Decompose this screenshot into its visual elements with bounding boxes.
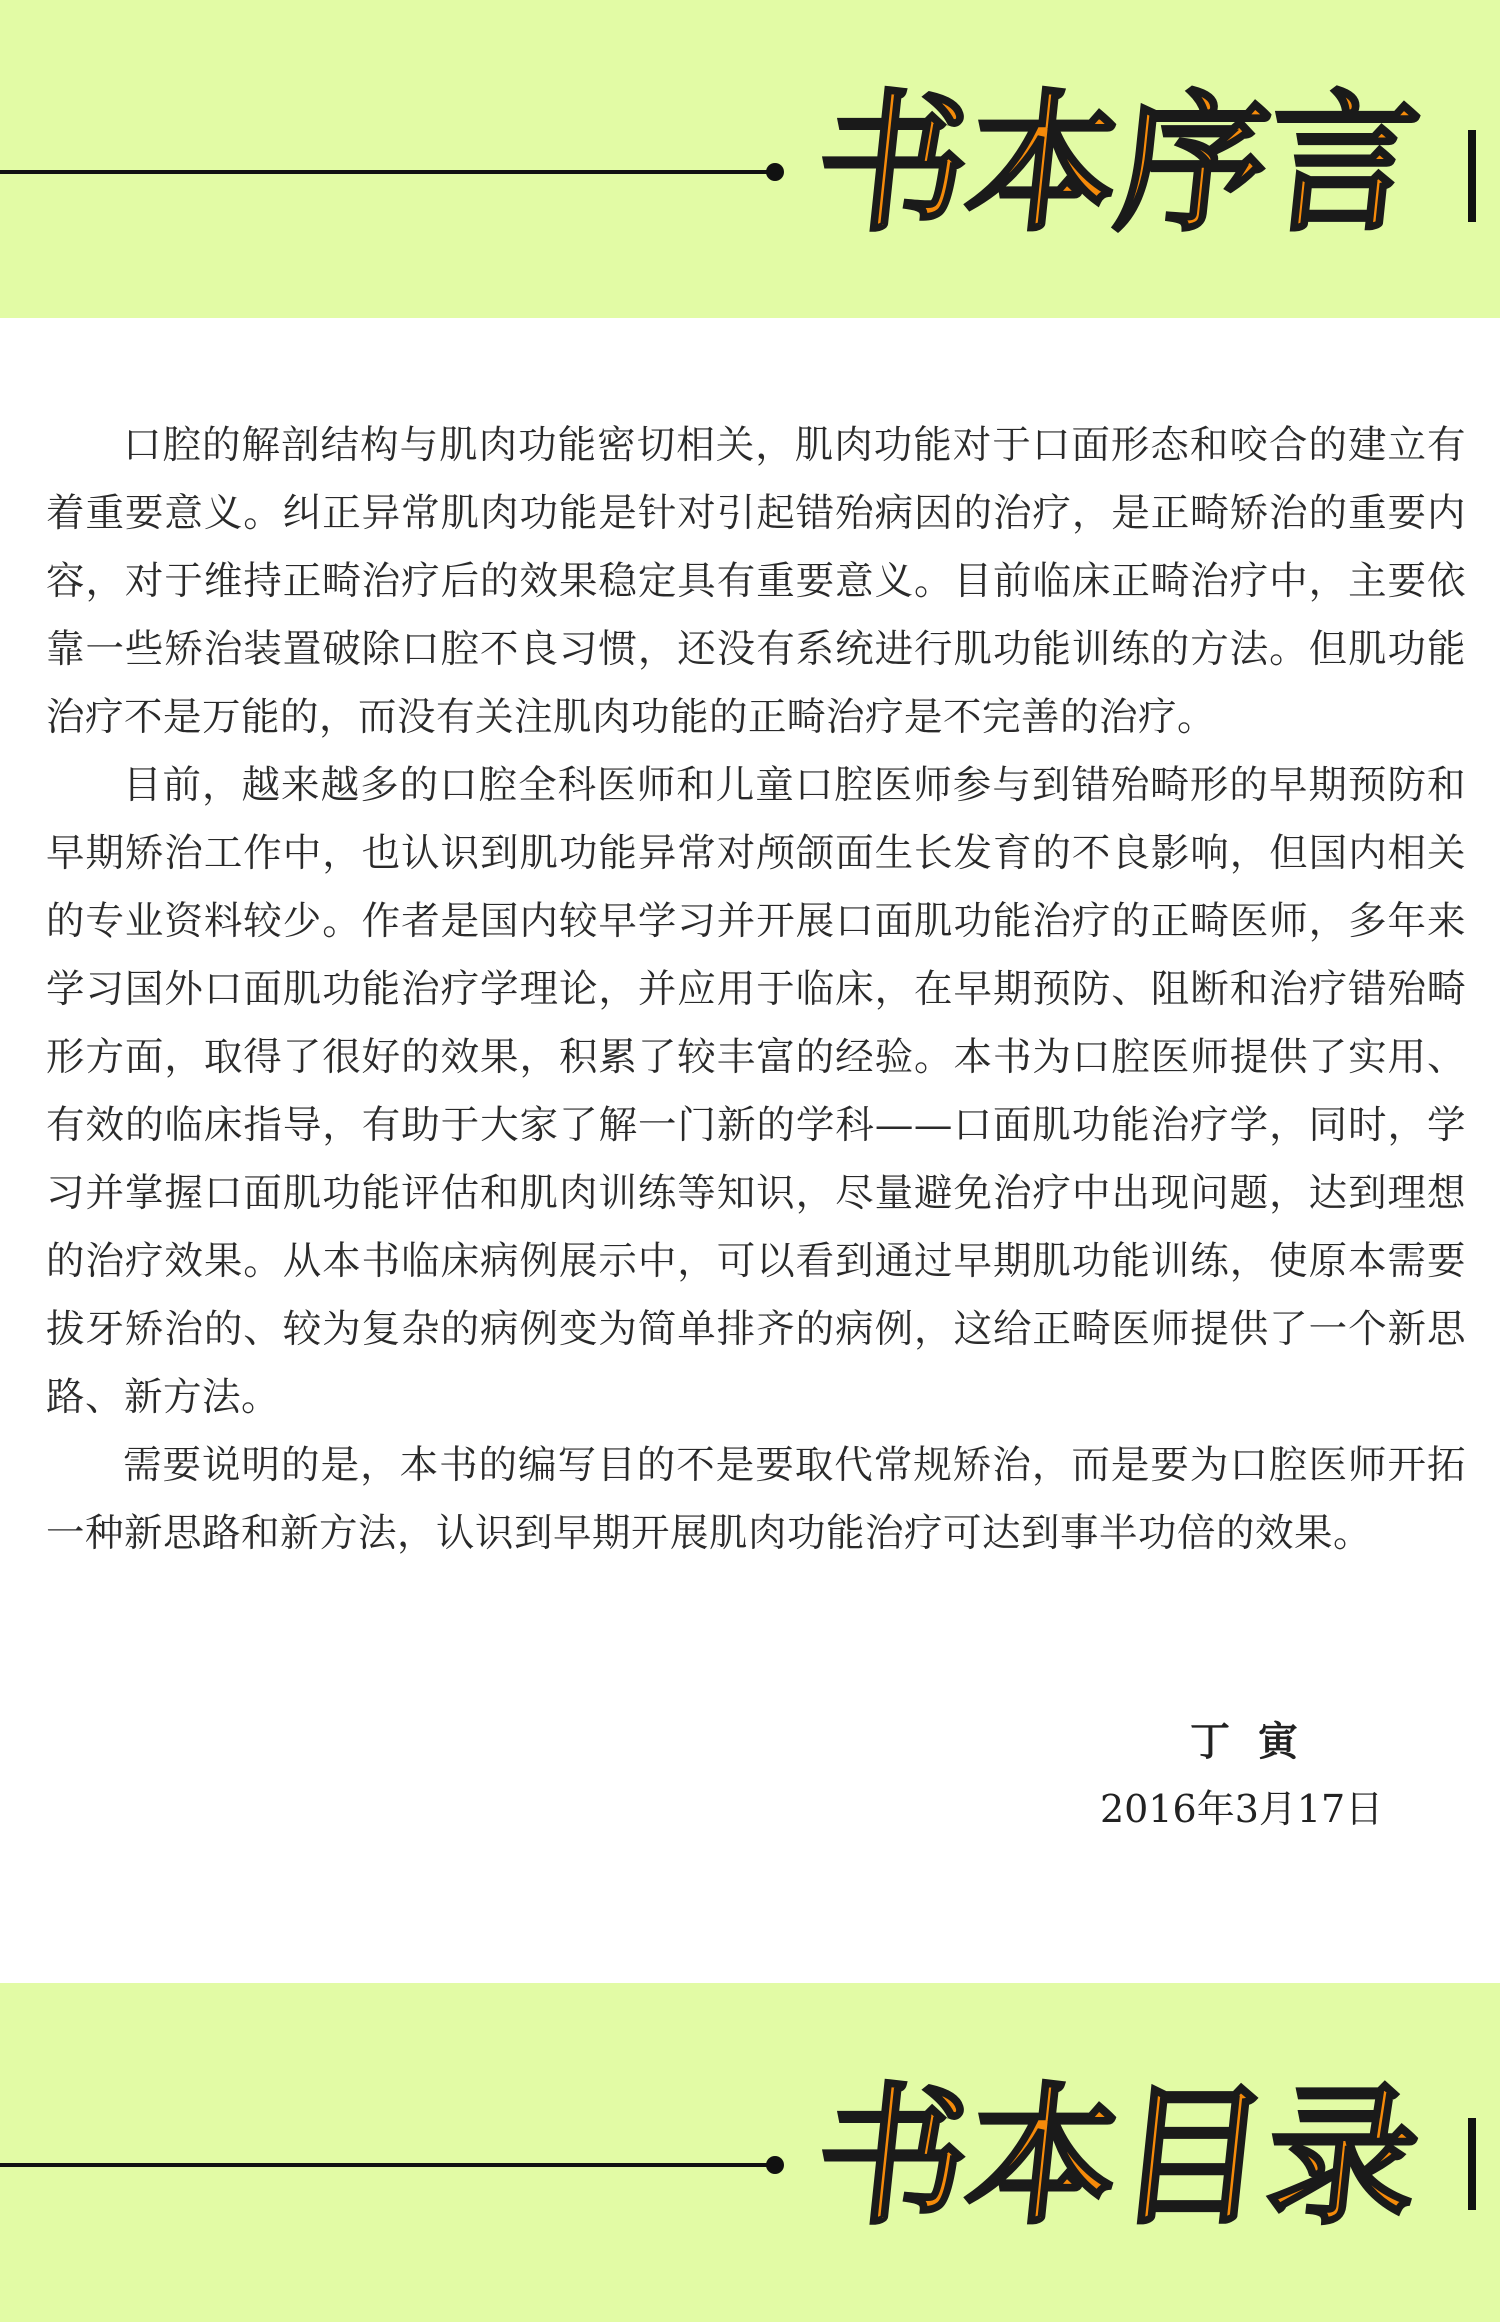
decorative-line [0, 2163, 775, 2167]
section-title-contents: 书本目录 [808, 2071, 1428, 2245]
header-banner [0, 0, 1500, 318]
decorative-line [0, 170, 775, 174]
decorative-dot [766, 163, 784, 181]
paragraph-1: 口腔的解剖结构与肌肉功能密切相关，肌肉功能对于口面形态和咬合的建立有着重要意义。纠正异常肌肉功能是针对引起错殆病因的治疗，是正畸矫治的重要内容，对于维持正畸治疗后的效果稳定具有重要意义。目前临床正畸治疗中，主要依靠一些矫治装置破除口腔不良习惯，还没有系统进行肌功能训练的方法。但肌功能治疗不是万能的，而没有关注肌肉功能的正畸治疗是不完善的治疗。 [46, 423, 1466, 740]
decorative-bar [1468, 2118, 1476, 2210]
footer-banner [0, 1983, 1500, 2322]
paragraph-2: 目前，越来越多的口腔全科医师和儿童口腔医师参与到错殆畸形的早期预防和早期矫治工作中，也认识到肌功能异常对颅颌面生长发育的不良影响，但国内相关的专业资料较少。作者是国内较早学习并开展口面肌功能治疗的正畸医师，多年来学习国外口面肌功能治疗学理论，并应用于临床，在早期预防、阻断和治疗错殆畸形方面，取得了很好的效果，积累了较丰富的经验。本书为口腔医师提供了实用、有效的临床指导，有助于大家了解一门新的学科——口面肌功能治疗学，同时，学习并掌握口面肌功能评估和肌肉训练等知识，尽量避免治疗中出现问题，达到理想的治疗效果。从本书临床病例展示中，可以看到通过早期肌功能训练，使原本需要拔牙矫治的、较为复杂的病例变为简单排齐的病例，这给正畸医师提供了一个新思路、新方法。 [46, 763, 1466, 1420]
paragraph-3: 需要说明的是，本书的编写目的不是要取代常规矫治，而是要为口腔医师开拓一种新思路和新方法，认识到早期开展肌肉功能治疗可达到事半功倍的效果。 [46, 1443, 1466, 1556]
signature-date: 2016年3月17日 [1100, 1787, 1384, 1831]
author-signature: 丁寅 [1190, 1718, 1326, 1765]
section-title-preface: 书本序言 [808, 78, 1428, 252]
decorative-dot [766, 2156, 784, 2174]
preface-body [46, 412, 1466, 1568]
decorative-bar [1468, 130, 1476, 222]
